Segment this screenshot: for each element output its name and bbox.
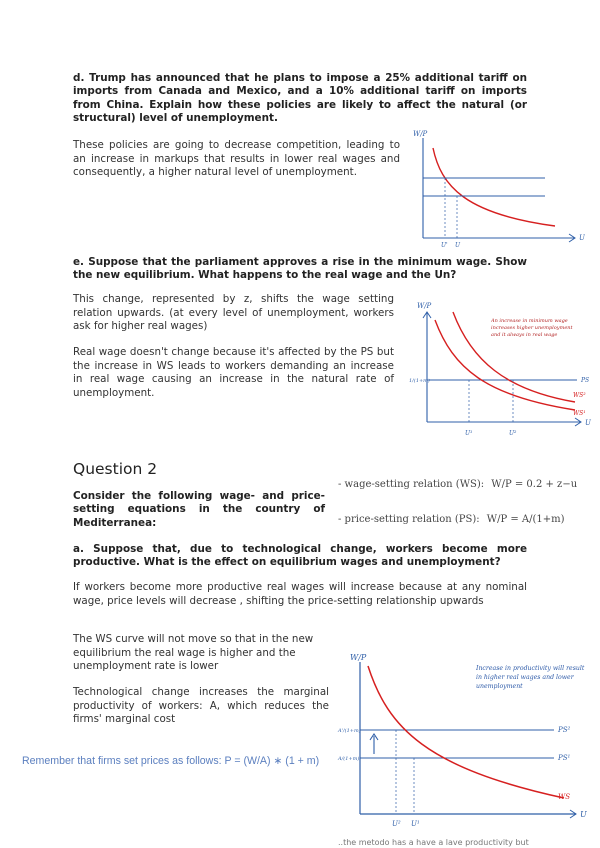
graph-2a-ylabel: W/P xyxy=(350,653,367,662)
graph-2a-ws-label: WS xyxy=(558,793,570,801)
ps-equation-row xyxy=(338,514,565,525)
graph-2a-tick-1: A/(1+m) xyxy=(338,756,360,762)
graph-2a-ps2-label: PS² xyxy=(558,726,571,734)
graph-e-u1-label: U¹ xyxy=(465,430,473,437)
graph-2a-tick-2: A'/(1+m) xyxy=(338,728,361,734)
answer-2a-text-3: Technological change increases the marginal productivity of workers: A, which reduces the firms' marginal cost xyxy=(73,686,329,726)
ws-equation-row xyxy=(338,479,577,490)
ps-equation: W/P = A/(1+m) xyxy=(486,514,565,525)
graph-e xyxy=(405,298,595,440)
graph-d xyxy=(405,126,585,250)
question-2a-text: a. Suppose that, due to technological change, workers become more productive. What is the effect on equilibrium wages and unemployment? xyxy=(73,543,527,569)
graph-d-ylabel: W/P xyxy=(413,130,428,138)
remember-note: Remember that firms set prices as follows: P = (W/A) ∗ (1 + m) xyxy=(22,755,320,767)
answer-2a-text-2: The WS curve will not move so that in the new equilibrium the real wage is higher and the unemployment rate is lower xyxy=(73,633,314,673)
graph-e-note: An increase in minimum wage increases higher unemployment and it always in real wage xyxy=(491,318,573,338)
graph-e-wp-tick: 1/(1+m) xyxy=(409,378,430,384)
answer-e-text-1: This change, represented by z, shifts the wage setting relation upwards. (at every level of unemployment, workers ask for higher real wages) xyxy=(73,293,394,333)
ws-equation-label: - wage-setting relation (WS): xyxy=(338,479,485,490)
graph-2a-u2-label: U² xyxy=(392,820,401,828)
question-e-text: e. Suppose that the parliament approves a rise in the minimum wage. Show the new equilibrium. What happens to the real wage and the Un? xyxy=(73,256,527,282)
question-2-title: Question 2 xyxy=(73,460,158,478)
graph-d-xlabel: U xyxy=(579,234,585,242)
graph-d-u1: U xyxy=(455,242,461,249)
graph-2a-xlabel: U xyxy=(580,810,587,819)
graph-2a-ps1-label: PS¹ xyxy=(558,754,571,762)
footer-fragment: ..the metodo has a have a lave productivity but xyxy=(338,838,529,847)
graph-e-xlabel: U xyxy=(585,419,591,427)
graph-e-ylabel: W/P xyxy=(417,302,432,310)
ps-equation-label: - price-setting relation (PS): xyxy=(338,514,480,525)
graph-d-ws-curve xyxy=(433,148,555,226)
graph-d-u0: U' xyxy=(441,242,448,249)
graph-e-ps-label: PS xyxy=(581,377,590,384)
graph-e-u2-label: U² xyxy=(509,430,517,437)
answer-d-text: These policies are going to decrease competition, leading to an increase in markups that results in lower real wages and consequently, a higher natural level of unemployment. xyxy=(73,139,400,179)
graph-e-ws1-label: WS¹ xyxy=(573,410,586,417)
graph-2a-u1-label: U¹ xyxy=(411,820,420,828)
answer-2a-text-1: If workers become more productive real wages will increase because at any nominal wage, price levels will decrease , shifting the price-setting relationship upwards xyxy=(73,581,527,607)
graph-2a xyxy=(336,648,598,838)
answer-e-text-2: Real wage doesn't change because it's affected by the PS but the increase in WS leads to workers demanding an increase in real wage causing an increase in the natural rate of unemployment. xyxy=(73,346,394,399)
question-2-intro: Consider the following wage- and price-setting equations in the country of Mediterranea: xyxy=(73,490,325,529)
ws-equation: W/P = 0.2 + z−u xyxy=(491,479,578,490)
question-d-text: d. Trump has announced that he plans to impose a 25% additional tariff on imports from Canada and Mexico, and a 10% additional tariff on imports from China. Explain how these policies are likely to affect the natural (or structural) level of unemployment. xyxy=(73,72,527,125)
graph-2a-note: Increase in productivity will result in higher real wages and lower unemployment xyxy=(476,665,585,690)
graph-e-ws2-label: WS² xyxy=(573,392,586,399)
